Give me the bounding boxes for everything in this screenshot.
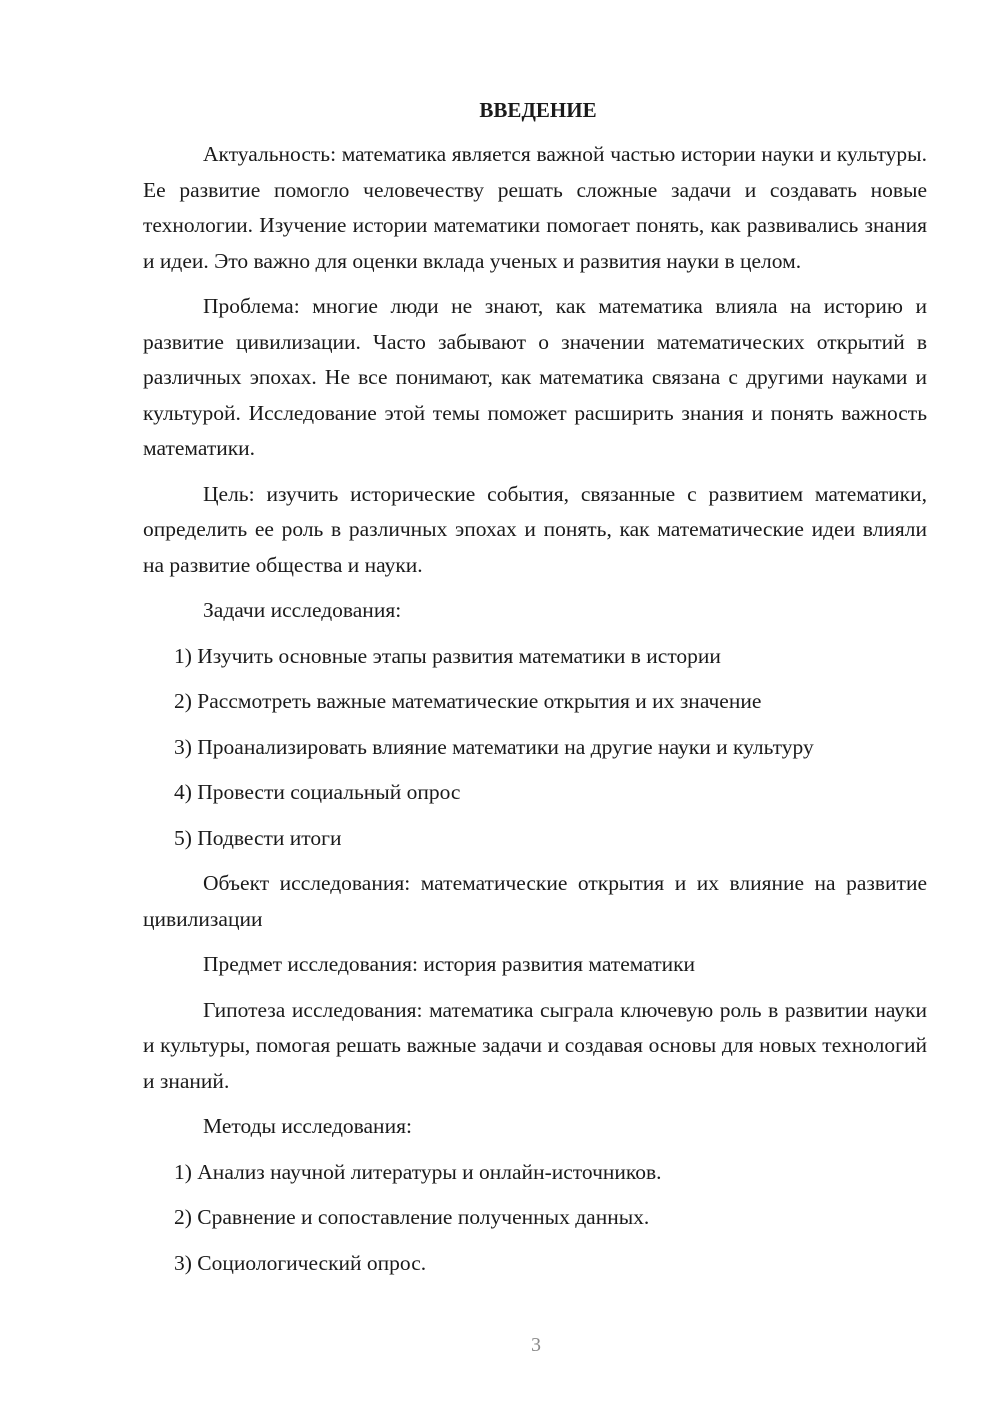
methods-heading: Методы исследования: <box>203 1114 412 1138</box>
tasks-heading: Задачи исследования: <box>203 598 402 622</box>
task-item: 5) Подвести итоги <box>174 825 342 850</box>
methods-list <box>143 1155 927 1282</box>
page-number: 3 <box>531 1334 541 1356</box>
goal-paragraph: Цель: изучить исторические события, связанные с развитием математики, определить ее роль в различных эпохах и понять, как математические идеи влияли на развитие общества и науки. <box>143 481 927 577</box>
task-item: 4) Провести социальный опрос <box>174 780 461 804</box>
task-item: 3) Проанализировать влияние математики на другие науки и культуру <box>174 734 814 759</box>
document-page <box>143 92 927 1291</box>
section-title: ВВЕДЕНИЕ <box>479 98 597 122</box>
tasks-list <box>143 639 927 857</box>
method-item: 2) Сравнение и сопоставление полученных данных. <box>174 1205 650 1229</box>
method-item: 3) Социологический опрос. <box>174 1250 427 1275</box>
hypothesis-paragraph: Гипотеза исследования: математика сыграла ключевую роль в развитии науки и культуры, помогая решать важные задачи и создавая основы для новых технологий и знаний. <box>143 997 927 1093</box>
relevance-paragraph: Актуальность: математика является важной частью истории науки и культуры. Ее развитие помогло человечеству решать сложные задачи и создавать новые технологии. Изучение истории математики помогает понять, как развивались знания и идеи. Это важно для оценки вклада ученых и развития науки в целом. <box>143 142 927 273</box>
method-item: 1) Анализ научной литературы и онлайн-источников. <box>174 1159 662 1184</box>
task-item: 1) Изучить основные этапы развития математики в истории <box>174 643 721 668</box>
object-paragraph: Объект исследования: математические открытия и их влияние на развитие цивилизации <box>143 871 927 931</box>
task-item: 2) Рассмотреть важные математические открытия и их значение <box>174 689 762 713</box>
subject-paragraph: Предмет исследования: история развития математики <box>203 952 696 976</box>
problem-paragraph: Проблема: многие люди не знают, как математика влияла на историю и развитие цивилизации. Часто забывают о значении математических открытий в различных эпохах. Не все понимают, как математика связана с другими науками и культурой. Исследование этой темы поможет расширить знания и понять важность математики. <box>143 294 927 460</box>
